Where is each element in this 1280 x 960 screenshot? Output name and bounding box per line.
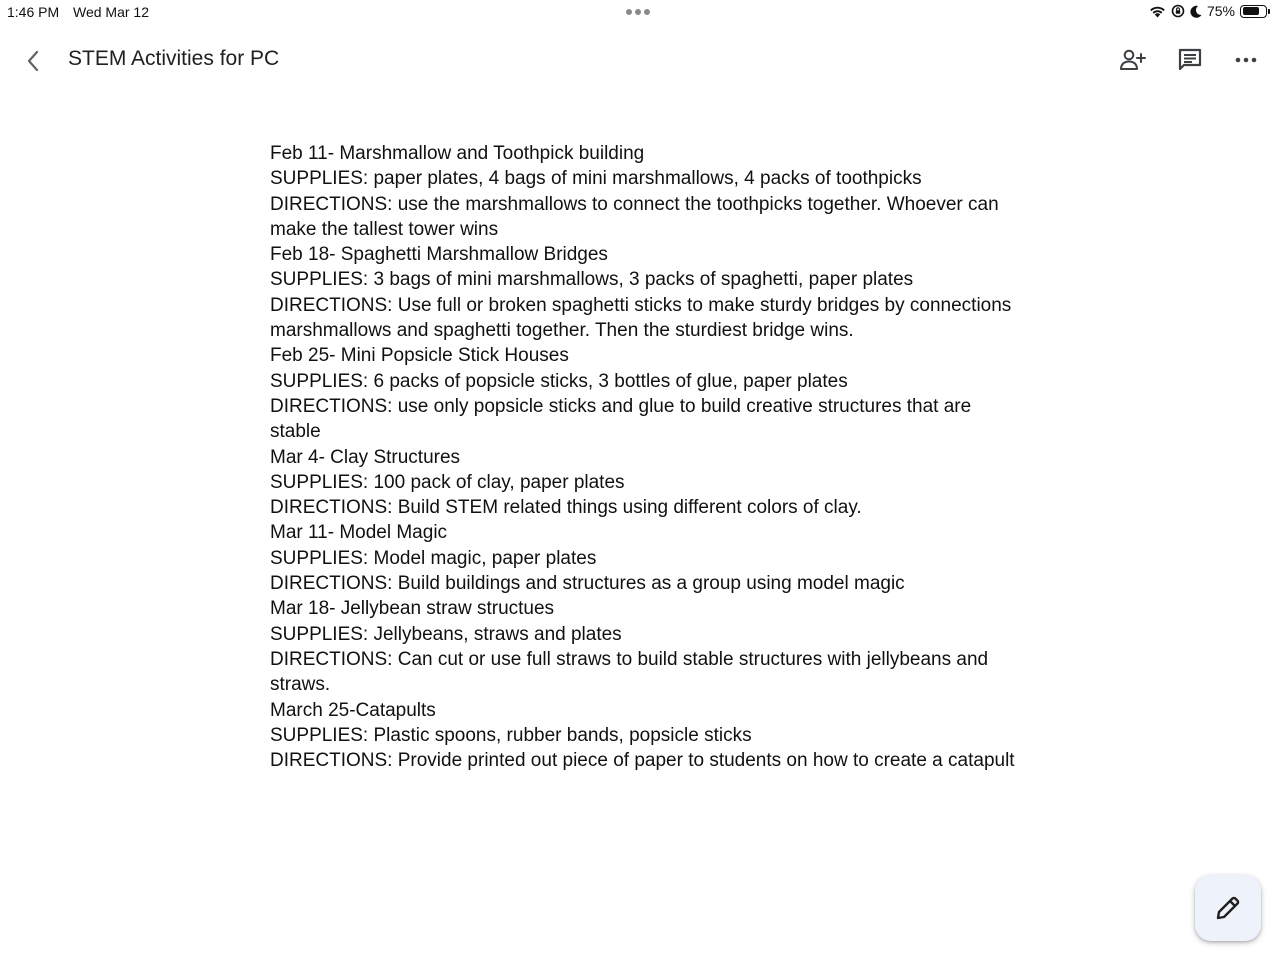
document-line: SUPPLIES: Plastic spoons, rubber bands, popsicle sticks [270, 724, 752, 746]
document-line: March 25-Catapults [270, 699, 436, 721]
document-line: SUPPLIES: 6 packs of popsicle sticks, 3 bottles of glue, paper plates [270, 370, 848, 392]
document-line: DIRECTIONS: Use full or broken spaghetti sticks to make sturdy bridges by connections marshmallows and spaghetti together. Then the sturdiest bridge wins. [270, 294, 1012, 342]
share-add-person-button[interactable] [1117, 44, 1149, 76]
back-button[interactable] [18, 46, 48, 76]
edit-pencil-icon [1213, 893, 1243, 923]
status-bar [0, 0, 1280, 24]
multitasking-menu-icon[interactable] [626, 9, 650, 15]
document-title: STEM Activities for PC [68, 47, 280, 70]
more-options-button[interactable] [1230, 44, 1262, 76]
document-line: SUPPLIES: 100 pack of clay, paper plates [270, 471, 625, 493]
document-line: Mar 18- Jellybean straw structues [270, 598, 555, 620]
document-line: SUPPLIES: Model magic, paper plates [270, 547, 597, 569]
edit-button[interactable] [1195, 875, 1261, 941]
document-line: Feb 18- Spaghetti Marshmallow Bridges [270, 244, 608, 266]
document-line: DIRECTIONS: Build STEM related things using different colors of clay. [270, 497, 862, 519]
document-line: Mar 11- Model Magic [270, 522, 448, 544]
battery-level [1243, 7, 1260, 15]
comment-icon [1177, 47, 1203, 73]
document-line: DIRECTIONS: Build buildings and structures as a group using model magic [270, 573, 905, 595]
document-line: SUPPLIES: Jellybeans, straws and plates [270, 623, 622, 645]
document-line: Feb 11- Marshmallow and Toothpick building [270, 143, 645, 164]
document-line: DIRECTIONS: Can cut or use full straws to build stable structures with jellybeans and straws. [270, 648, 989, 696]
status-indicators [1149, 3, 1270, 19]
app-bar [0, 34, 1280, 86]
document-line: Mar 4- Clay Structures [270, 446, 461, 468]
document-body[interactable] [270, 141, 1020, 773]
back-arrow-icon [26, 50, 40, 72]
add-person-icon [1119, 48, 1147, 72]
more-options-icon [1235, 57, 1257, 63]
document-line: DIRECTIONS: use only popsicle sticks and glue to build creative structures that are stable [270, 395, 972, 443]
battery-icon [1240, 5, 1267, 18]
status-time: 1:46 PM [7, 4, 60, 20]
document-line: SUPPLIES: 3 bags of mini marshmallows, 3 packs of spaghetti, paper plates [270, 269, 914, 291]
comments-button[interactable] [1174, 44, 1206, 76]
battery-tip [1268, 9, 1270, 14]
wifi-icon [1149, 5, 1166, 18]
document-line: DIRECTIONS: use the marshmallows to connect the toothpicks together. Whoever can make the tallest tower wins [270, 193, 999, 240]
status-date: Wed Mar 12 [73, 4, 149, 20]
battery-percent: 75% [1206, 3, 1235, 19]
document-line: SUPPLIES: paper plates, 4 bags of mini marshmallows, 4 packs of toothpicks [270, 168, 922, 190]
orientation-lock-icon [1171, 4, 1185, 18]
document-line: DIRECTIONS: Provide printed out piece of paper to students on how to create a catapult [270, 750, 1015, 772]
do-not-disturb-moon-icon [1190, 5, 1202, 18]
document-line: Feb 25- Mini Popsicle Stick Houses [270, 345, 569, 367]
